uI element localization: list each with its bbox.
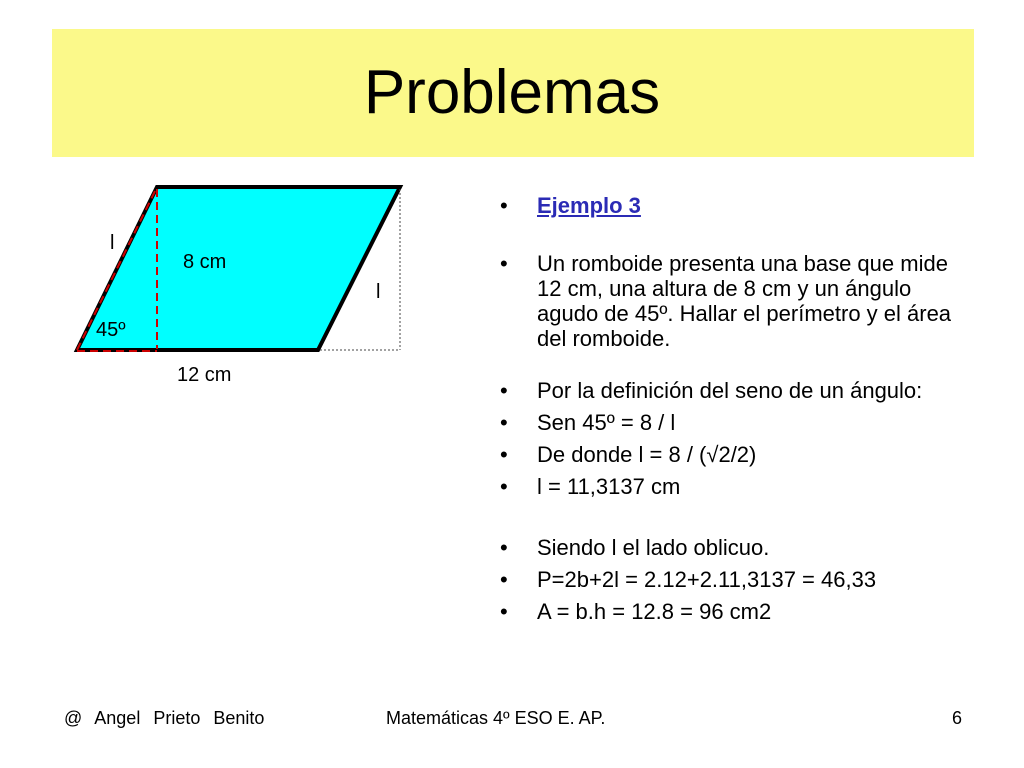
bullet-dot: •: [500, 410, 508, 435]
bullet-item: [500, 410, 970, 435]
bullet-dot: •: [500, 193, 508, 218]
bullet-dot: •: [500, 599, 508, 624]
footer-author: @ Angel Prieto Benito: [64, 708, 265, 728]
bullet-item: [500, 535, 970, 560]
bullet-text: Siendo l el lado oblicuo.: [537, 535, 770, 560]
bullet-dot: •: [500, 378, 508, 403]
bullet-item: [500, 474, 970, 499]
bullet-item: [500, 567, 970, 592]
footer-course: Matemáticas 4º ESO E. AP.: [386, 708, 606, 728]
bullet-dot: •: [500, 251, 508, 276]
bullet-item: [500, 378, 970, 403]
bullet-dot: •: [500, 474, 508, 499]
right-side-label: l: [376, 281, 381, 303]
height-label: 8 cm: [183, 251, 227, 273]
bullet-list: [500, 193, 970, 624]
bullet-item: [500, 442, 970, 467]
angle-label: 45º: [96, 319, 126, 341]
bullet-item: [500, 599, 970, 624]
left-side-label: l: [110, 232, 115, 254]
bullet-text: l = 11,3137 cm: [537, 474, 681, 499]
romboid-figure: [0, 0, 480, 400]
bullet-dot: •: [500, 535, 508, 560]
slide-title: Problemas: [363, 58, 661, 127]
bullet-text: Por la definición del seno de un ángulo:: [537, 378, 923, 403]
bullet-item: [500, 193, 970, 218]
bullet-text: De donde l = 8 / (√2/2): [537, 442, 757, 467]
bullet-item: [500, 251, 970, 351]
bullet-text: A = b.h = 12.8 = 96 cm2: [537, 599, 772, 624]
footer-page-number: 6: [952, 708, 963, 728]
bullet-text: P=2b+2l = 2.12+2.11,3137 = 46,33: [537, 567, 877, 592]
problem-statement: Un romboide presenta una base que mide 12 cm, una altura de 8 cm y un ángulo agudo de 45º. Hallar el perímetro y el área del romboide.: [537, 251, 952, 351]
base-label: 12 cm: [177, 364, 232, 386]
bullet-dot: •: [500, 567, 508, 592]
example-link[interactable]: Ejemplo 3: [537, 193, 641, 218]
bullet-text: Sen 45º = 8 / l: [537, 410, 676, 435]
bullet-dot: •: [500, 442, 508, 467]
